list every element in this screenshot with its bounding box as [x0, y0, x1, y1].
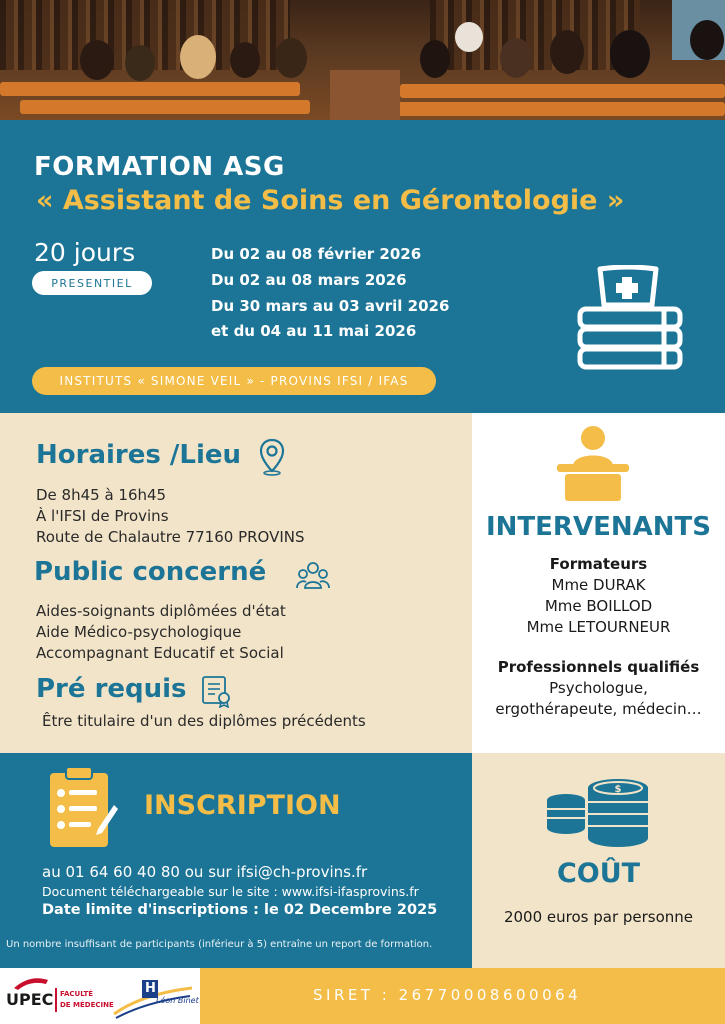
session-date: Du 30 mars au 03 avril 2026 [211, 297, 450, 315]
medecine-text: DE MÉDECINE [60, 1001, 114, 1009]
coins-stack-icon [546, 776, 650, 848]
inscription-deadline: Date limite d'inscriptions : le 02 Decembre 2025 [42, 902, 438, 918]
prerequis-heading: Pré requis [36, 674, 187, 704]
formateur-name: Mme LETOURNEUR [526, 618, 671, 636]
intervenants-heading: INTERVENANTS [486, 512, 711, 542]
page-title: FORMATION ASG [34, 152, 285, 182]
public-line: Aides-soignants diplômées d'état [36, 602, 286, 620]
cout-price: 2000 euros par personne [503, 908, 694, 926]
upec-text: UPEC [6, 990, 54, 1009]
faculte-text: FACULTÉ [60, 990, 94, 998]
session-date: Du 02 au 08 mars 2026 [211, 271, 407, 289]
pros-label: Professionnels qualifiés [497, 658, 700, 676]
horaires-line: De 8h45 à 16h45 [36, 486, 167, 504]
prerequis-text: Être titulaire d'un des diplômes précédents [42, 712, 366, 730]
institutes-badge: INSTITUTS « SIMONE VEIL » - PROVINS IFSI / IFAS [32, 367, 436, 395]
public-heading: Public concerné [34, 557, 267, 587]
inscription-heading: INSCRIPTION [144, 790, 341, 821]
public-line: Accompagnant Educatif et Social [36, 644, 284, 662]
hospital-script: Léon Binet [156, 996, 199, 1005]
inscription-download: Document téléchargeable sur le site : www.ifsi-ifasprovins.fr [42, 884, 419, 899]
inscription-contact: au 01 64 60 40 80 ou sur ifsi@ch-provins.fr [42, 863, 368, 881]
horaires-heading: Horaires /Lieu [36, 440, 242, 470]
formateur-name: Mme BOILLOD [544, 597, 653, 615]
formateurs-label: Formateurs [549, 555, 648, 573]
aisle [330, 70, 400, 120]
hospital-logo [112, 974, 199, 1020]
duration-text: 20 jours [34, 238, 136, 267]
horaires-line: À l'IFSI de Provins [36, 507, 169, 525]
upec-logo [6, 974, 114, 1018]
location-pin-icon [258, 438, 286, 476]
hospital-letter: H [145, 981, 156, 996]
cout-heading: COÛT [556, 858, 641, 889]
group-people-icon [296, 560, 330, 590]
mode-badge: PRESENTIEL [32, 271, 152, 295]
formateur-name: Mme DURAK [551, 576, 646, 594]
public-line: Aide Médico-psychologique [36, 623, 242, 641]
session-date: et du 04 au 11 mai 2026 [211, 322, 417, 340]
session-date: Du 02 au 08 février 2026 [211, 245, 422, 263]
clipboard-icon [46, 765, 118, 849]
pros-line: ergothérapeute, médecin… [495, 700, 702, 718]
inscription-note: Un nombre insuffisant de participants (inférieur à 5) entraîne un report de formation. [6, 939, 433, 950]
horaires-line: Route de Chalautre 77160 PROVINS [36, 528, 305, 546]
siret-text: SIRET : 26770008600064 [313, 986, 582, 1004]
pros-line: Psychologue, [549, 679, 648, 697]
upec-swoosh-icon [12, 976, 50, 990]
header-photo [0, 0, 725, 120]
speaker-podium-icon [555, 424, 631, 502]
svg-text:$: $ [614, 784, 622, 795]
books-nurse-cap-icon [570, 265, 685, 370]
page-subtitle: « Assistant de Soins en Gérontologie » [36, 185, 625, 216]
certificate-icon [200, 674, 232, 708]
